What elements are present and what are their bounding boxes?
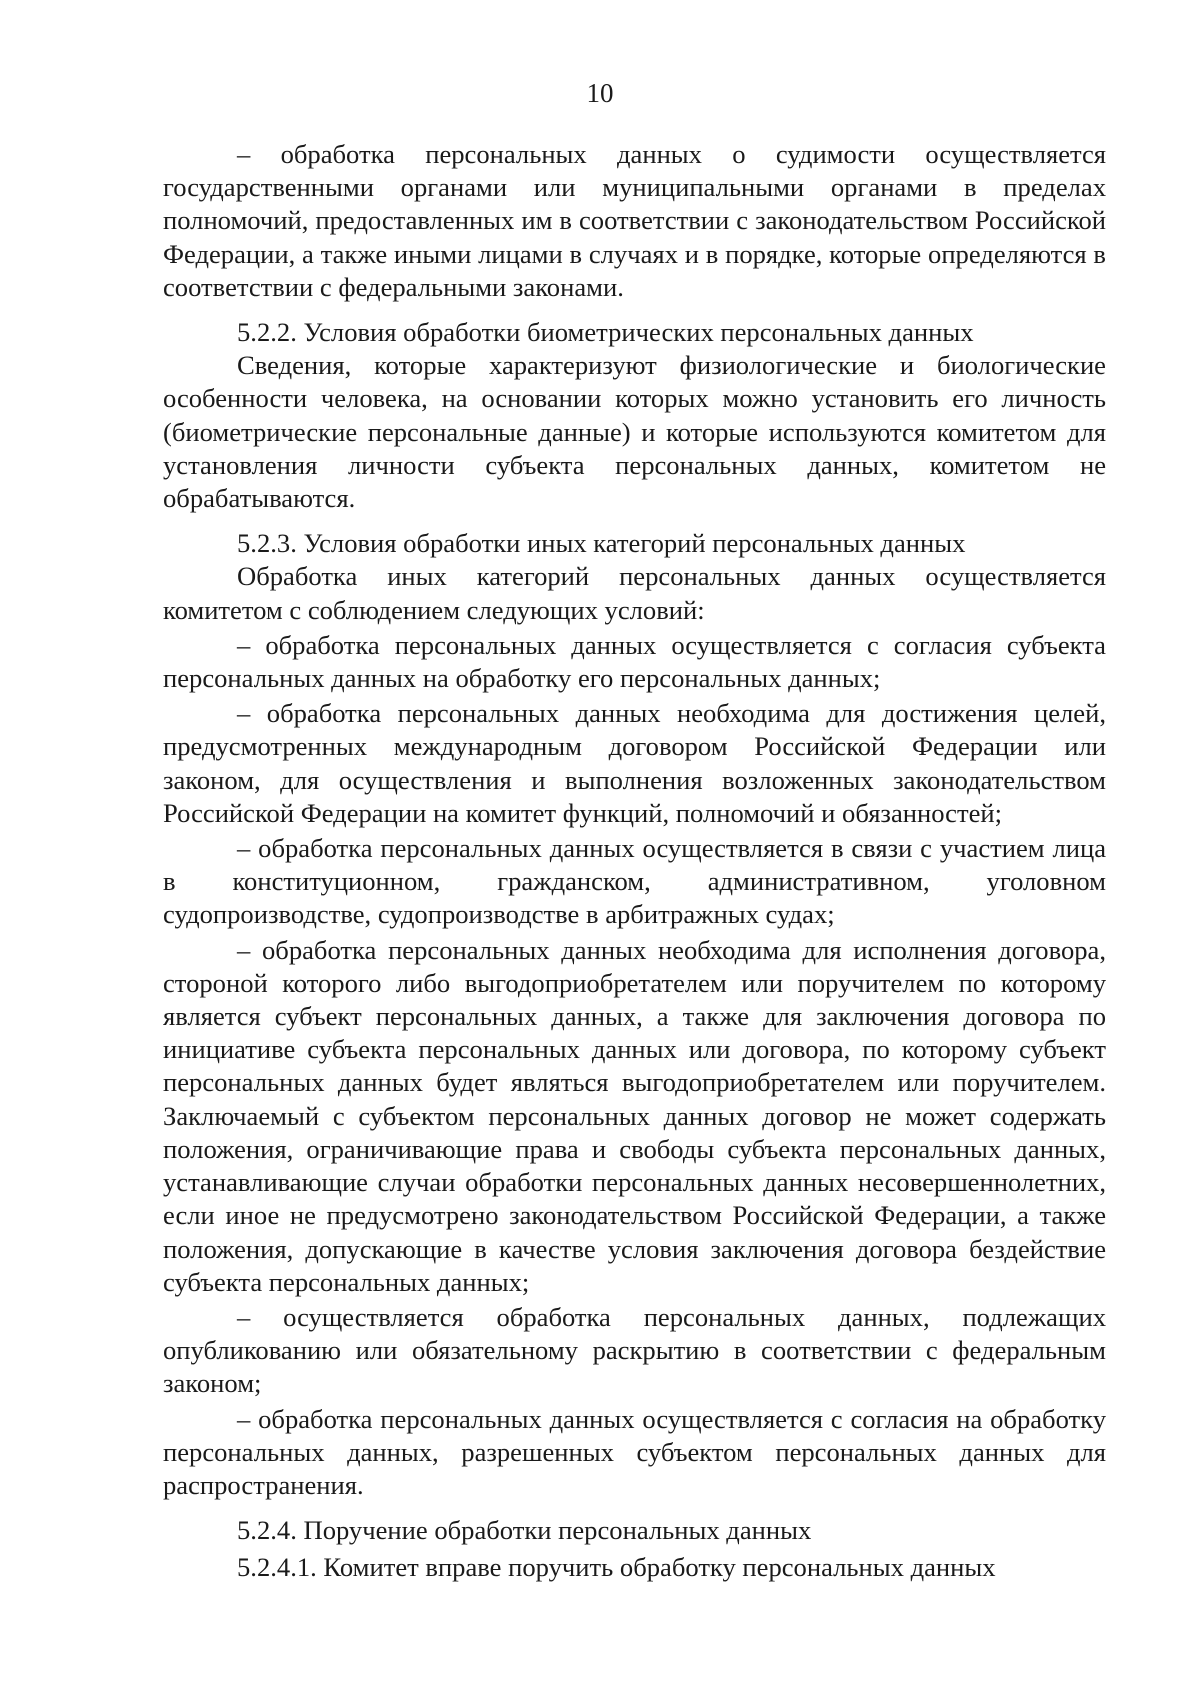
paragraph-5-2-4-1: 5.2.4.1. Комитет вправе поручить обработку персональных данных	[237, 1552, 996, 1583]
list-item-international-treaty: – обработка персональных данных необходима для достижения целей, предусмотренных международным договором Российской Федерации или законом, для осуществления и выполнения возложенных законодательством Российской Федерации на комитет функций, полномочий и обязанностей;	[163, 698, 1106, 828]
paragraph-other-categories-intro: Обработка иных категорий персональных данных осуществляется комитетом с соблюдением следующих условий:	[163, 561, 1106, 625]
list-item-distribution-consent: – обработка персональных данных осуществляется с согласия на обработку персональных данных, разрешенных субъектом персональных данных для распространения.	[163, 1403, 1106, 1500]
list-item-contract: – обработка персональных данных необходима для исполнения договора, стороной которого либо выгодоприобретателем или поручителем по которому является субъект персональных данных, а также для заключения договора по инициативе субъекта персональных данных или договора, по которому субъект персональных данных будет являться выгодоприобретателем или поручителем. Заключаемый с субъектом персональных данных договор не может содержать положения, ограничивающие права и свободы субъекта персональных данных, устанавливающие случаи обработки персональных данных несовершеннолетних, если иное не предусмотрено законодательством Российской Федерации, а также положения, допускающие в качестве условия заключения договора бездействие субъекта персональных данных;	[163, 934, 1106, 1297]
section-heading-5-2-3: 5.2.3. Условия обработки иных категорий персональных данных	[237, 528, 966, 559]
paragraph-criminal-record-processing: – обработка персональных данных о судимости осуществляется государственными органами или муниципальными органами в пределах полномочий, предоставленных им в соответствии с законодательством Российской Федерации, а также иными лицами в случаях и в порядке, которые определяются в соответствии с федеральными законами.	[163, 139, 1106, 302]
paragraph-biometric-data: Сведения, которые характеризуют физиологические и биологические особенности человека, на основании которых можно установить его личность (биометрические персональные данные) и которые используются комитетом для установления личности субъекта персональных данных, комитетом не обрабатываются.	[163, 350, 1106, 514]
section-heading-5-2-4: 5.2.4. Поручение обработки персональных данных	[237, 1515, 812, 1546]
list-item-court-proceedings: – обработка персональных данных осуществляется в связи с участием лица в конституционном, гражданском, административном, уголовном судопроизводстве, судопроизводстве в арбитражных судах;	[163, 833, 1106, 930]
list-item-publication: – осуществляется обработка персональных данных, подлежащих опубликованию или обязательному раскрытию в соответствии с федеральным законом;	[163, 1301, 1106, 1399]
page-number: 10	[586, 78, 614, 108]
list-item-consent: – обработка персональных данных осуществляется с согласия субъекта персональных данных на обработку его персональных данных;	[163, 629, 1106, 694]
document-body	[163, 138, 1106, 1585]
section-heading-5-2-2: 5.2.2. Условия обработки биометрических персональных данных	[237, 317, 974, 348]
